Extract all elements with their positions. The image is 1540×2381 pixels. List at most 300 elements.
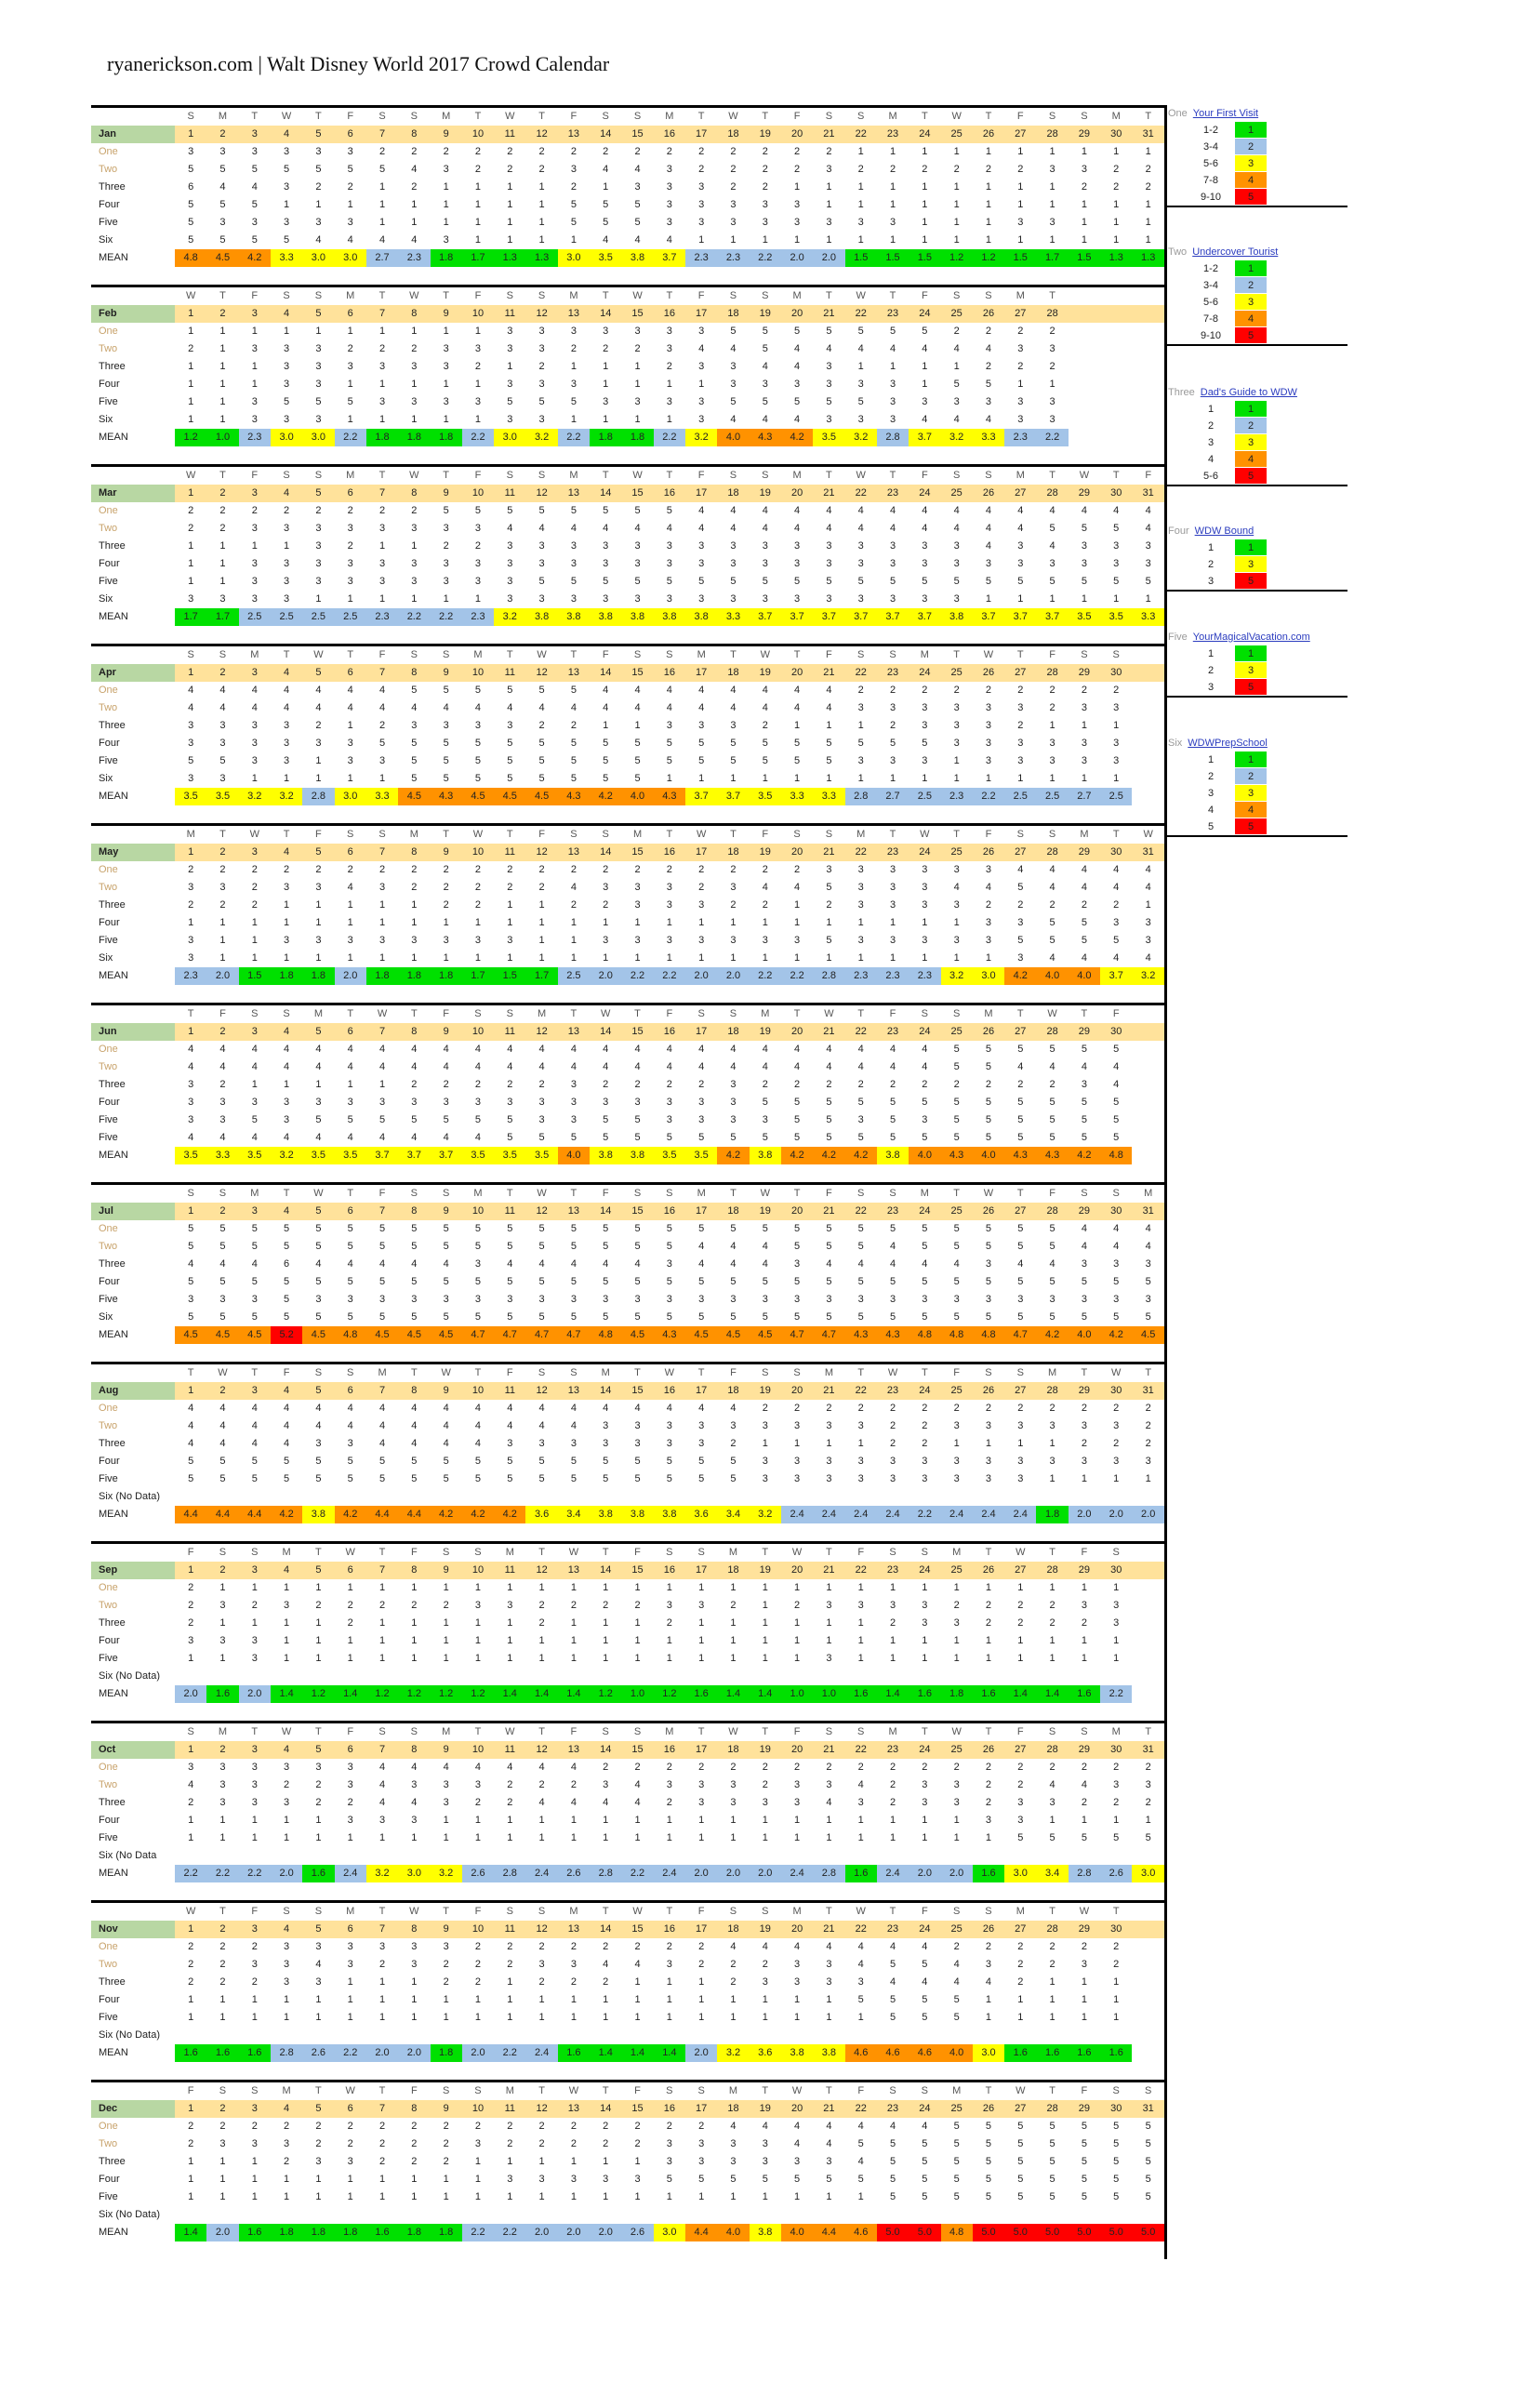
weekday-cell: T (921, 111, 928, 122)
rating-cell: 4 (634, 1959, 641, 1970)
rating-cell: 3 (1113, 738, 1120, 749)
rating-cell: 1 (666, 1582, 672, 1593)
rating-cell: 5 (1113, 1832, 1120, 1843)
weekday-cell: S (314, 470, 323, 481)
rating-cell: 1 (378, 917, 386, 928)
source-label: One (99, 685, 118, 696)
day-number-cell: 18 (717, 126, 749, 143)
rating-cell: 1 (985, 1832, 992, 1843)
rating-cell: 1 (1081, 217, 1087, 228)
rating-cell: 3 (538, 379, 545, 390)
rating-cell (175, 2206, 206, 2224)
day-number-cell: 17 (685, 1741, 717, 1759)
mean-cell: 1.7 (206, 608, 238, 626)
legend-source-link[interactable]: YourMagicalVacation.com (1192, 632, 1310, 643)
rating-cell: 1 (570, 2156, 577, 2167)
mean-cell: 4.0 (781, 2224, 813, 2241)
day-number-cell: 6 (335, 1741, 366, 1759)
day-number-cell: 6 (335, 1203, 366, 1220)
rating-cell: 5 (538, 1456, 545, 1467)
mean-cell: 2.3 (845, 967, 877, 985)
rating-cell: 3 (1049, 738, 1055, 749)
rating-cell: 3 (378, 1941, 386, 1952)
source-label: Five (99, 217, 118, 228)
source-row (91, 323, 1164, 340)
rating-cell: 1 (507, 1832, 513, 1843)
mean-label: MEAN (99, 1150, 128, 1161)
rating-cell: 3 (315, 146, 322, 157)
rating-cell: 3 (985, 1815, 992, 1826)
day-number-cell: 10 (462, 1203, 494, 1220)
rating-cell: 3 (1017, 396, 1024, 407)
rating-cell: 4 (889, 1258, 896, 1270)
weekday-cell: T (826, 2085, 832, 2096)
rating-cell: 3 (634, 1420, 641, 1431)
day-number-cell (1132, 1921, 1164, 1938)
rating-cell: 4 (730, 343, 737, 354)
rating-cell: 2 (538, 164, 545, 175)
weekday-cell: W (185, 290, 196, 301)
mean-cell: 3.7 (813, 608, 844, 626)
month-label: Sep (91, 1562, 175, 1579)
rating-cell: 3 (315, 882, 322, 893)
rating-cell: 5 (922, 2191, 928, 2202)
day-number-cell: 6 (335, 485, 366, 502)
mean-cell: 2.4 (335, 1865, 366, 1882)
rating-cell: 4 (347, 685, 353, 696)
rating-cell: 1 (284, 1815, 290, 1826)
legend-header (1166, 629, 1348, 645)
mean-row (91, 1865, 1164, 1882)
rating-cell: 3 (762, 558, 768, 569)
weekday-cell: S (857, 1188, 865, 1199)
rating-cell: 5 (826, 882, 832, 893)
rating-cell: 3 (378, 1097, 386, 1108)
rating-cell: 3 (284, 361, 290, 372)
rating-cell: 1 (666, 2012, 672, 2023)
weekday-cell: T (762, 1726, 769, 1737)
rating-cell: 5 (985, 1114, 992, 1125)
rating-cell (558, 1488, 590, 1506)
weekday-cell: F (570, 111, 578, 122)
rating-cell: 1 (857, 1438, 864, 1449)
mean-cell: 2.2 (654, 429, 685, 446)
rating-cell: 5 (315, 1276, 322, 1287)
weekday-cell: S (729, 470, 737, 481)
weekday-cell: S (314, 1906, 323, 1917)
weekday-cell: T (762, 2085, 769, 2096)
day-number-cell: 1 (175, 664, 206, 682)
day-number-cell: 27 (1004, 1921, 1036, 1938)
rating-cell (1132, 1847, 1164, 1865)
rating-cell: 5 (603, 773, 609, 784)
rating-cell: 5 (730, 576, 737, 587)
rating-cell: 3 (794, 1797, 801, 1808)
source-label: Six (99, 234, 113, 246)
row-label (91, 646, 175, 664)
weekday-cell: S (442, 1547, 450, 1558)
rating-cell: 3 (953, 864, 960, 875)
rating-cell: 2 (826, 1079, 832, 1090)
rating-cell (335, 2206, 366, 2224)
rating-cell: 3 (985, 1420, 992, 1431)
rating-cell (239, 1488, 271, 1506)
source-label: Two (99, 1959, 118, 1970)
day-number-cell: 16 (654, 1203, 685, 1220)
rating-cell: 1 (284, 1994, 290, 2005)
rating-cell: 3 (730, 1797, 737, 1808)
rating-cell: 1 (347, 593, 353, 605)
rating-cell: 4 (219, 1132, 226, 1143)
rating-cell: 1 (1081, 199, 1087, 210)
rating-cell: 1 (1049, 2012, 1055, 2023)
rating-cell: 5 (603, 1114, 609, 1125)
rating-cell: 4 (889, 1241, 896, 1252)
mean-cell: 3.2 (1132, 967, 1164, 985)
day-number-row (91, 485, 1164, 502)
day-number-cell: 1 (175, 485, 206, 502)
rating-cell (525, 1847, 557, 1865)
rating-cell: 2 (666, 864, 672, 875)
legend-source-link[interactable]: WDWPrepSchool (1188, 738, 1268, 749)
mean-cell: 1.6 (909, 1685, 940, 1703)
mean-cell: 5.0 (1100, 2224, 1132, 2241)
rating-cell: 3 (507, 1097, 513, 1108)
weekday-cell: M (984, 1008, 993, 1019)
weekday-cell: S (538, 290, 546, 301)
rating-cell: 4 (634, 1797, 641, 1808)
weekday-cell: W (887, 1367, 898, 1378)
rating-cell: 4 (1113, 505, 1120, 516)
weekday-cell: M (442, 111, 451, 122)
weekday-cell: T (1145, 1726, 1152, 1737)
day-number-cell: 18 (717, 1382, 749, 1400)
mean-cell: 2.0 (206, 967, 238, 985)
rating-cell: 2 (538, 2138, 545, 2149)
rating-cell: 1 (315, 1815, 322, 1826)
rating-cell: 1 (443, 326, 449, 337)
rating-cell: 2 (1017, 720, 1024, 731)
rating-cell: 3 (284, 935, 290, 946)
rating-cell: 1 (603, 1635, 609, 1646)
rating-cell: 3 (922, 1456, 928, 1467)
rating-cell (654, 1488, 685, 1506)
month-label: Aug (91, 1382, 175, 1400)
rating-cell (781, 1488, 813, 1506)
rating-cell: 3 (315, 738, 322, 749)
rating-cell: 5 (251, 1114, 258, 1125)
mean-cell: 5.2 (271, 1326, 302, 1344)
rating-cell: 5 (538, 1223, 545, 1234)
day-number-cell: 11 (494, 1921, 525, 1938)
rating-cell: 3 (603, 1097, 609, 1108)
mean-cell: 1.2 (590, 1685, 621, 1703)
rating-cell: 1 (315, 773, 322, 784)
rating-cell: 4 (219, 1044, 226, 1055)
rating-cell: 2 (698, 1762, 705, 1773)
rating-cell: 1 (1081, 773, 1087, 784)
rating-cell: 3 (857, 1456, 864, 1467)
day-number-cell: 11 (494, 1023, 525, 1041)
rating-cell: 4 (315, 234, 322, 246)
weekday-cell: T (378, 470, 386, 481)
rating-cell: 3 (251, 720, 258, 731)
rating-cell: 3 (826, 540, 832, 552)
mean-cell: 2.8 (302, 788, 334, 805)
rating-cell: 1 (251, 2174, 258, 2185)
rating-cell: 3 (698, 1779, 705, 1790)
mean-cell: 1.0 (206, 429, 238, 446)
rating-cell: 5 (1113, 935, 1120, 946)
rating-cell: 3 (1113, 1294, 1120, 1305)
rating-cell: 4 (953, 523, 960, 534)
rating-cell: 5 (1145, 2156, 1151, 2167)
rating-cell (1036, 2027, 1068, 2044)
rating-cell: 3 (985, 720, 992, 731)
rating-cell: 1 (474, 1832, 482, 1843)
rating-cell: 3 (666, 1294, 672, 1305)
weekday-cell: F (378, 649, 386, 660)
rating-cell: 3 (251, 1294, 258, 1305)
weekday-cell: W (249, 829, 259, 840)
rating-cell: 3 (953, 702, 960, 713)
weekday-cell: F (1081, 2085, 1088, 2096)
rating-cell: 5 (922, 1959, 928, 1970)
day-number-cell: 9 (431, 844, 462, 861)
day-number-cell: 2 (206, 664, 238, 682)
mean-cell: 3.2 (239, 788, 271, 805)
rating-cell: 5 (443, 1114, 449, 1125)
rating-cell (1069, 411, 1100, 429)
mean-cell: 3.5 (1100, 608, 1132, 626)
row-label (91, 1364, 175, 1382)
rating-cell: 2 (284, 2156, 290, 2167)
day-number-cell: 26 (973, 1382, 1004, 1400)
mean-cell: 4.5 (1132, 1326, 1164, 1344)
day-number-cell: 24 (909, 1203, 940, 1220)
rating-cell: 5 (666, 1241, 672, 1252)
source-row (91, 1829, 1164, 1847)
rating-cell: 1 (347, 2174, 353, 2185)
rating-cell: 3 (443, 558, 449, 569)
mean-cell: 1.5 (845, 249, 877, 267)
rating-cell: 2 (538, 361, 545, 372)
source-row (91, 232, 1164, 249)
rating-cell: 1 (922, 952, 928, 964)
rating-cell: 2 (188, 1582, 194, 1593)
rating-cell (335, 2027, 366, 2044)
rating-cell (781, 2206, 813, 2224)
source-label: Two (99, 523, 118, 534)
rating-cell: 1 (922, 199, 928, 210)
rating-cell: 1 (507, 1994, 513, 2005)
weekday-cell: W (409, 470, 419, 481)
rating-cell: 3 (251, 576, 258, 587)
mean-cell: 2.2 (239, 1865, 271, 1882)
rating-cell: 2 (570, 864, 577, 875)
rating-cell: 5 (378, 1473, 386, 1484)
weekday-cell: T (602, 290, 609, 301)
weekday-cell: M (569, 1906, 578, 1917)
rating-cell (1132, 411, 1164, 429)
mean-cell: 3.5 (175, 788, 206, 805)
day-number-cell: 9 (431, 1562, 462, 1579)
rating-cell: 3 (826, 1779, 832, 1790)
rating-cell: 5 (666, 755, 672, 766)
month-table (91, 1005, 1164, 1164)
legend-source-link[interactable]: WDW Bound (1194, 525, 1255, 537)
rating-cell: 1 (443, 379, 449, 390)
rating-cell: 1 (953, 199, 960, 210)
rating-cell: 3 (347, 1779, 353, 1790)
rating-cell: 3 (443, 576, 449, 587)
rating-cell: 2 (188, 1976, 194, 1988)
day-number-cell: 5 (302, 1741, 334, 1759)
day-number-cell: 17 (685, 1921, 717, 1938)
rating-cell (813, 2206, 844, 2224)
day-number-cell: 4 (271, 126, 302, 143)
rating-cell: 1 (474, 1653, 482, 1664)
rating-cell: 5 (538, 1132, 545, 1143)
rating-cell: 3 (315, 576, 322, 587)
weekday-cell: S (1112, 2085, 1120, 2096)
rating-cell: 4 (922, 1941, 928, 1952)
rating-cell: 2 (1145, 164, 1151, 175)
rating-cell: 3 (1017, 738, 1024, 749)
rating-cell: 2 (378, 1600, 386, 1611)
mean-cell: 1.2 (366, 1685, 398, 1703)
rating-cell: 2 (603, 2138, 609, 2149)
mean-cell: 3.5 (685, 1147, 717, 1164)
source-row (91, 1488, 1164, 1506)
legend-row (1166, 434, 1348, 451)
weekday-cell: W (313, 649, 324, 660)
mean-cell: 1.4 (1036, 1685, 1068, 1703)
mean-cell: 3.2 (941, 967, 973, 985)
rating-cell: 3 (698, 2156, 705, 2167)
rating-cell: 4 (474, 1762, 482, 1773)
rating-cell (525, 1668, 557, 1685)
rating-cell: 1 (857, 1617, 864, 1629)
rating-cell: 3 (219, 1762, 226, 1773)
weekday-cell: F (187, 1547, 194, 1558)
row-label (91, 1903, 175, 1921)
day-number-cell: 12 (525, 1741, 557, 1759)
rating-cell: 4 (570, 1061, 577, 1072)
rating-cell: 1 (826, 1815, 832, 1826)
rating-cell: 1 (1081, 1582, 1087, 1593)
rating-cell: 3 (1017, 343, 1024, 354)
rating-cell: 1 (762, 1635, 768, 1646)
rating-cell: 1 (219, 558, 226, 569)
weekday-cell: T (1112, 829, 1120, 840)
rating-cell: 2 (922, 164, 928, 175)
day-number-cell: 14 (590, 1382, 621, 1400)
rating-cell: 4 (251, 1403, 258, 1414)
rating-cell: 3 (284, 593, 290, 605)
rating-cell: 1 (284, 2174, 290, 2185)
day-number-cell: 7 (366, 305, 398, 323)
day-number-cell: 25 (941, 1741, 973, 1759)
source-label: One (99, 1403, 118, 1414)
rating-cell: 5 (857, 1097, 864, 1108)
day-number-cell: 26 (973, 1023, 1004, 1041)
weekday-cell: M (473, 1188, 483, 1199)
rating-cell: 5 (953, 1276, 960, 1287)
rating-cell: 5 (889, 1097, 896, 1108)
weekday-cell: S (283, 470, 290, 481)
rating-cell: 5 (857, 396, 864, 407)
weekday-cell: W (1047, 1008, 1057, 1019)
rating-cell: 1 (857, 181, 864, 193)
rating-cell: 3 (666, 181, 672, 193)
rating-cell: 5 (953, 2174, 960, 2185)
legend-row (1166, 768, 1348, 785)
rating-cell: 3 (251, 1779, 258, 1790)
rating-cell: 5 (188, 234, 194, 246)
mean-cell: 5.0 (1069, 2224, 1100, 2241)
mean-cell: 4.5 (462, 788, 494, 805)
rating-cell: 5 (857, 1276, 864, 1287)
rating-cell (1132, 1991, 1164, 2009)
legend-source-link[interactable]: Undercover Tourist (1192, 246, 1279, 258)
mean-cell: 4.2 (494, 1506, 525, 1523)
day-number-cell: 20 (781, 2100, 813, 2118)
rating-cell: 4 (922, 1258, 928, 1270)
weekday-cell: W (377, 1008, 388, 1019)
weekday-cell: F (251, 290, 259, 301)
rating-cell (590, 1488, 621, 1506)
rating-cell: 2 (762, 899, 768, 911)
day-number-cell: 3 (239, 2100, 271, 2118)
rating-cell: 1 (538, 2012, 545, 2023)
day-number-row (91, 1562, 1164, 1579)
day-number-row (91, 305, 1164, 323)
legend-source-link[interactable]: Dad's Guide to WDW (1200, 387, 1297, 398)
weekday-cell: S (825, 829, 833, 840)
rating-cell: 5 (698, 755, 705, 766)
rating-cell: 5 (474, 773, 482, 784)
weekday-cell: S (602, 829, 609, 840)
day-number-cell: 7 (366, 1203, 398, 1220)
legend-source-link[interactable]: Your First Visit (1192, 108, 1259, 119)
rating-cell: 1 (666, 1635, 672, 1646)
rating-cell: 3 (315, 1097, 322, 1108)
mean-cell: 2.0 (685, 2044, 717, 2062)
rating-cell: 2 (826, 899, 832, 911)
rating-cell: 3 (1081, 738, 1087, 749)
rating-cell: 1 (284, 1832, 290, 1843)
legend-row (1166, 155, 1348, 172)
rating-cell: 2 (219, 899, 226, 911)
day-number-cell: 29 (1069, 126, 1100, 143)
legend-swatch: 2 (1235, 139, 1267, 154)
mean-cell: 4.8 (335, 1326, 366, 1344)
rating-cell (1132, 358, 1164, 376)
source-label: One (99, 1582, 118, 1593)
rating-cell: 3 (985, 755, 992, 766)
rating-cell: 1 (378, 414, 386, 425)
rating-cell: 3 (603, 540, 609, 552)
rating-cell: 2 (284, 505, 290, 516)
day-number-cell: 3 (239, 1203, 271, 1220)
rating-cell: 3 (188, 1762, 194, 1773)
rating-cell: 3 (1017, 702, 1024, 713)
rating-cell: 2 (698, 146, 705, 157)
legend-two (1166, 244, 1348, 346)
day-number-cell: 21 (813, 2100, 844, 2118)
rating-cell: 2 (762, 1079, 768, 1090)
